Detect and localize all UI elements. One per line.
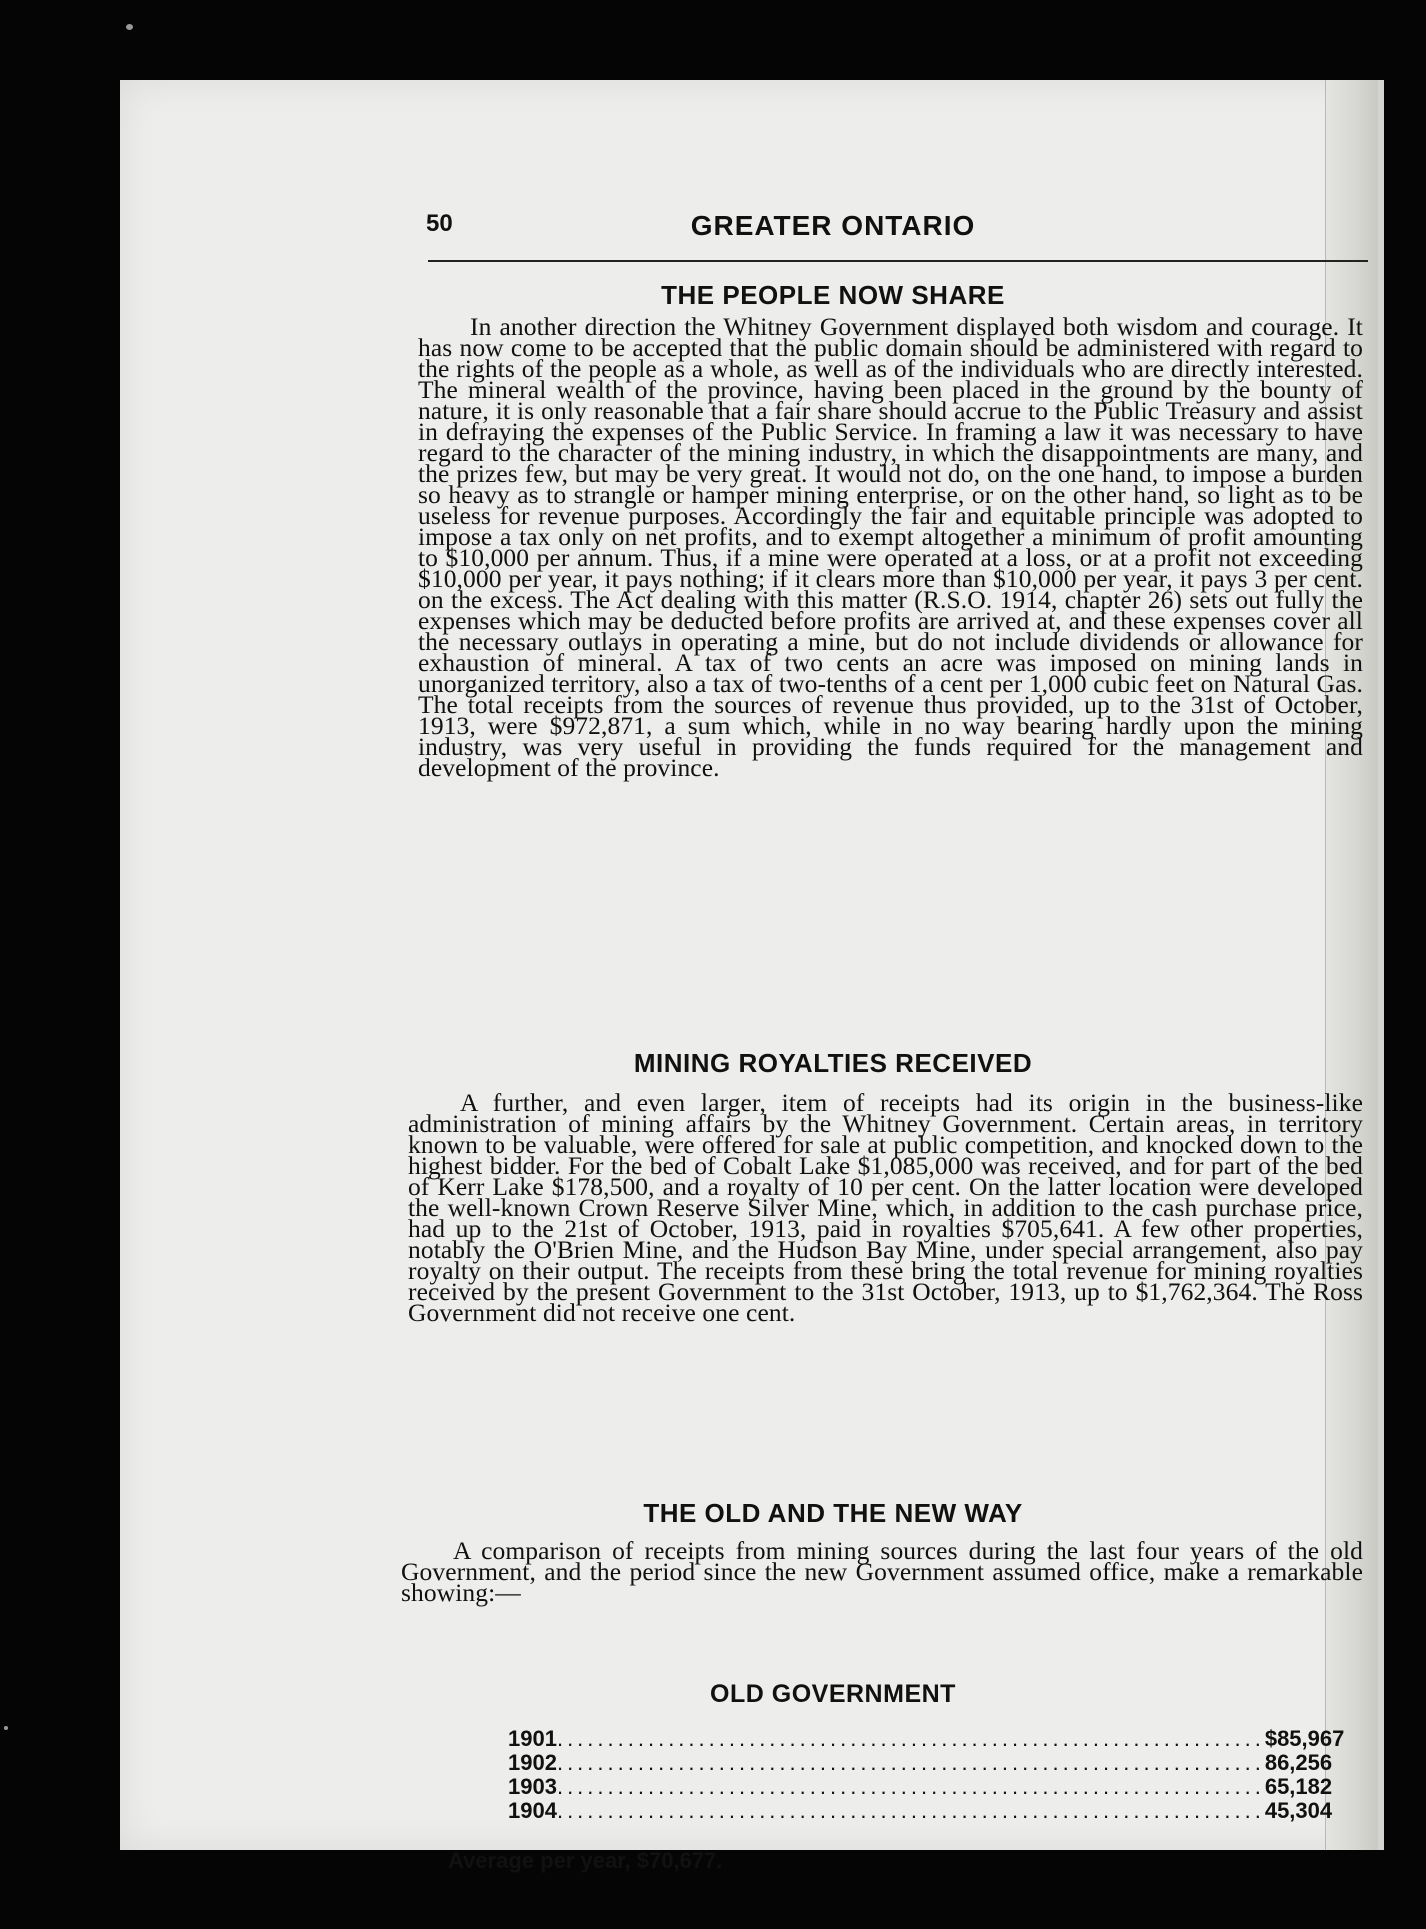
table-amount: 45,304: [1264, 1798, 1333, 1823]
header-rule: [428, 260, 1368, 262]
table-year: 1902: [508, 1750, 557, 1775]
dust-speck: [126, 24, 133, 30]
book-page: [120, 80, 1384, 1873]
running-head: [298, 210, 1368, 256]
table-row: [508, 1750, 1333, 1775]
leader-dots: ......................................................................: [556, 1774, 1265, 1799]
table-heading-old-government: OLD GOVERNMENT: [710, 1680, 956, 1708]
table-row: [508, 1798, 1333, 1823]
leader-dots: ......................................................................: [556, 1798, 1265, 1823]
section-heading-mining-royalties: MINING ROYALTIES RECEIVED: [633, 1048, 1033, 1078]
table-amount: 86,256: [1264, 1750, 1333, 1775]
average-per-year: Average per year, $70,677.: [448, 1848, 723, 1873]
leader-dots: ......................................................................: [556, 1750, 1265, 1775]
section-heading-old-and-new-way: THE OLD AND THE NEW WAY: [643, 1498, 1023, 1528]
table-amount: $85,967: [1264, 1726, 1345, 1751]
leader-dots: ......................................................................: [556, 1726, 1265, 1751]
table-year: 1901: [508, 1726, 557, 1751]
table-year: 1903: [508, 1774, 557, 1799]
table-row: [508, 1774, 1333, 1799]
page-number: 50: [426, 210, 453, 237]
dust-speck: [4, 1726, 8, 1730]
table-year: 1904: [508, 1798, 557, 1823]
table-amount: 65,182: [1264, 1774, 1333, 1799]
running-title: GREATER ONTARIO: [690, 210, 976, 241]
section-heading-people-now-share: THE PEOPLE NOW SHARE: [661, 280, 1005, 310]
section-paragraph-old-and-new-way: A comparison of receipts from mining sources during the last four years of the old Government, and the period since the new Government assumed office, make a remarkable showing:—: [401, 1536, 1363, 1607]
table-row: [508, 1726, 1345, 1751]
section-paragraph-mining-royalties: A further, and even larger, item of receipts had its origin in the business-like administration of mining affairs by the Whitney Government. Certain areas, in territory known to be valuable, were offered for sale at public competition, and knocked down to the highest bidder. For the bed of Cobalt Lake $1,085,000 was received, and for part of the bed of Kerr Lake $178,500, and a royalty of 10 per cent. On the latter location were developed the well-known Crown Reserve Silver Mine, which, in addition to the cash purchase price, had up to the 21st of October, 1913, paid in royalties $705,641. A few other properties, notably the O'Brien Mine, and the Hudson Bay Mine, under special arrangement, also pay royalty on their output. The receipts from these bring the total revenue for mining royalties received by the present Government to the 31st October, 1913, up to $1,762,364. The Ross Government did not receive one cent.: [408, 1088, 1363, 1327]
section-paragraph-people-now-share: In another direction the Whitney Government displayed both wisdom and courage. It has now come to be accepted that the public domain should be administered with regard to the rights of the people as a whole, as well as of the individuals who are directly interested. The mineral wealth of the province, having been placed in the ground by the bounty of nature, it is only reasonable that a fair share should accrue to the Public Treasury and assist in defraying the expenses of the Public Service. In framing a law it was necessary to have regard to the character of the mining industry, in which the disappointments are many, and the prizes few, but may be very great. It would not do, on the one hand, to impose a burden so heavy as to strangle or hamper mining enterprise, or on the other hand, so light as to be useless for revenue purposes. Accordingly the fair and equitable principle was adopted to impose a tax only on net profits, and to exempt altogether a minimum of profit amounting to $10,000 per annum. Thus, if a mine were operated at a loss, or at a profit not exceeding $10,000 per year, it pays nothing; if it clears more than $10,000 per year, it pays 3 per cent. on the excess. The Act dealing with this matter (R.S.O. 1914, chapter 26) sets out fully the expenses which may be deducted before profits are arrived at, and these expenses cover all the necessary outlays in operating a mine, but do not include dividends or allowance for exhaustion of mineral. A tax of two cents an acre was imposed on mining lands in unorganized territory, also a tax of two-tenths of a cent per 1,000 cubic feet on Natural Gas. The total receipts from the sources of revenue thus provided, up to the 31st of October, 1913, were $972,871, a sum which, while in no way bearing hardly upon the mining industry, was very useful in providing the funds required for the management and development of the province.: [418, 312, 1363, 782]
